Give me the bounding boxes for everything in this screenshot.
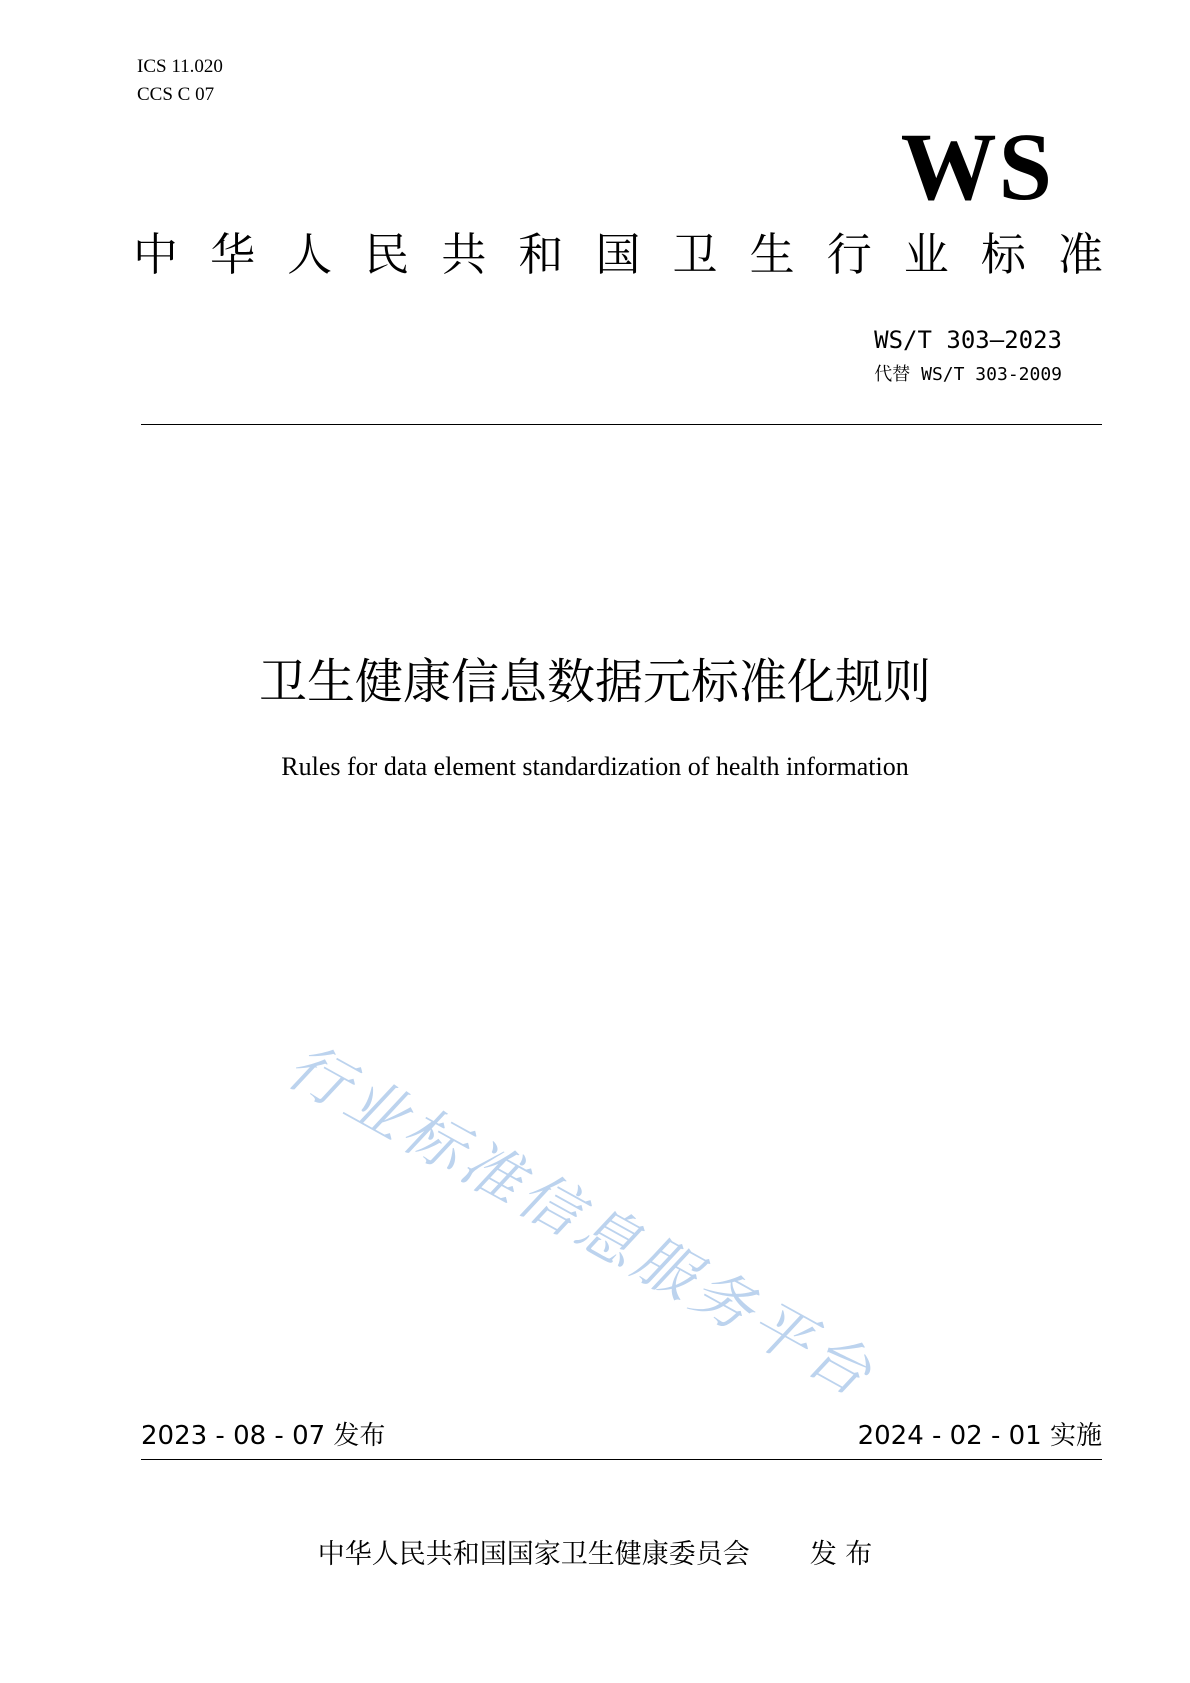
standard-type-char: 国 — [595, 228, 641, 281]
publisher-name: 中华人民共和国国家卫生健康委员会 — [317, 1539, 750, 1570]
standard-type-char: 准 — [1057, 228, 1103, 281]
document-title-chinese: 卫生健康信息数据元标准化规则 — [258, 654, 931, 710]
standard-type-char: 行 — [826, 228, 872, 281]
standard-type-char: 人 — [287, 228, 333, 281]
effective-date: 2024 - 02 - 01 实施 — [857, 1421, 1102, 1451]
document-title-english: Rules for data element standardization of health information — [281, 752, 909, 781]
header-divider — [141, 424, 1102, 425]
standard-type-char: 华 — [210, 228, 256, 281]
standard-type-char: 和 — [518, 228, 564, 281]
publisher-action: 发 布 — [809, 1539, 873, 1570]
publish-date: 2023 - 08 - 07 发布 — [141, 1421, 386, 1451]
standard-type-char: 生 — [749, 228, 795, 281]
ws-logo: WS — [900, 113, 1054, 220]
replaces-standard: 代替 WS/T 303-2009 — [874, 364, 1062, 385]
standard-number: WS/T 303—2023 — [874, 326, 1062, 354]
ccs-code: CCS C 07 — [137, 84, 215, 105]
standard-type-char: 民 — [364, 228, 410, 281]
standard-type-char: 标 — [980, 228, 1026, 281]
standard-type-char: 共 — [441, 228, 487, 281]
publisher-line — [0, 1538, 1190, 1572]
standard-type-char: 中 — [133, 228, 179, 281]
ics-code: ICS 11.020 — [137, 56, 223, 77]
standard-type-char: 业 — [903, 228, 949, 281]
standard-type-char: 卫 — [672, 228, 718, 281]
footer-divider — [141, 1459, 1102, 1460]
watermark: 行业标准信息服务平台 — [275, 1030, 887, 1413]
standard-type-heading — [133, 228, 1103, 282]
